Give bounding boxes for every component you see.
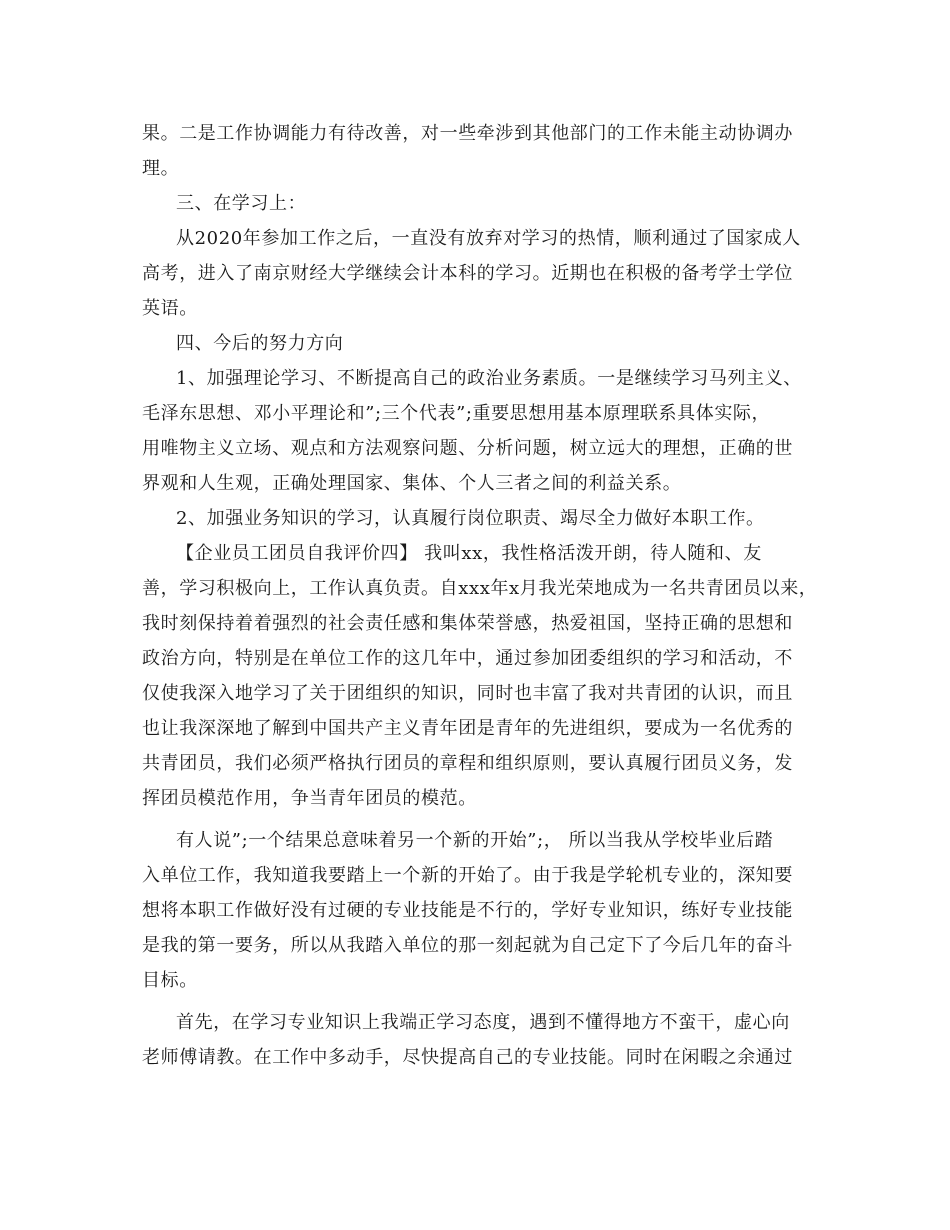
text-line: 果。二是工作协调能力有待改善，对一些牵涉到其他部门的工作未能主动协调办 [142, 123, 793, 144]
text-line: 共青团员，我们必须严格执行团员的章程和组织原则，要认真履行团员义务，发 [142, 753, 793, 774]
text-line: 我时刻保持着着强烈的社会责任感和集体荣誉感，热爱祖国，坚持正确的思想和 [142, 613, 793, 634]
text-line: 入单位工作，我知道我要踏上一个新的开始了。由于我是学轮机专业的，深知要 [142, 865, 793, 886]
text-line: 用唯物主义立场、观点和方法观察问题、分析问题，树立远大的理想，正确的世 [142, 438, 793, 459]
text-line: 善，学习积极向上，工作认真负责。自xxx年x月我光荣地成为一名共青团员以来， [142, 578, 818, 599]
text-line: 老师傅请教。在工作中多动手，尽快提高自己的专业技能。同时在闲暇之余通过 [142, 1047, 793, 1068]
text-line: 界观和人生观，正确处理国家、集体、个人三者之间的利益关系。 [142, 473, 682, 494]
text-line: 从2020年参加工作之后，一直没有放弃对学习的热情，顺利通过了国家成人 [176, 228, 801, 249]
text-line: 仅使我深入地学习了关于团组织的知识，同时也丰富了我对共青团的认识，而且 [142, 683, 793, 704]
text-line: 想将本职工作做好没有过硬的专业技能是不行的，学好专业知识，练好专业技能 [142, 900, 793, 921]
text-line: 四、今后的努力方向 [176, 333, 344, 354]
text-line: 挥团员模范作用，争当青年团员的模范。 [142, 788, 477, 809]
text-line: 首先，在学习专业知识上我端正学习态度，遇到不懂得地方不蛮干，虚心向 [176, 1012, 790, 1033]
text-line: 2、加强业务知识的学习，认真履行岗位职责、竭尽全力做好本职工作。 [176, 508, 765, 529]
text-line: 毛泽东思想、邓小平理论和”;三个代表”;重要思想用基本原理联系具体实际， [142, 403, 771, 424]
text-line: 高考，进入了南京财经大学继续会计本科的学习。近期也在积极的备考学士学位 [142, 263, 793, 284]
text-line: 有人说”;一个结果总意味着另一个新的开始”;， 所以当我从学校毕业后踏 [176, 830, 774, 851]
text-line: 也让我深深地了解到中国共产主义青年团是青年的先进组织，要成为一名优秀的 [142, 718, 793, 739]
text-line: 政治方向，特别是在单位工作的这几年中，通过参加团委组织的学习和活动，不 [142, 648, 793, 669]
text-line: 理。 [142, 158, 180, 179]
text-line: 英语。 [142, 298, 198, 319]
document-body [142, 116, 832, 1075]
text-line: 目标。 [142, 970, 198, 991]
text-line: 1、加强理论学习、不断提高自己的政治业务素质。一是继续学习马列主义、 [176, 368, 802, 389]
text-line: 三、在学习上： [176, 193, 307, 214]
text-line: 是我的第一要务，所以从我踏入单位的那一刻起就为自己定下了今后几年的奋斗 [142, 935, 793, 956]
text-line: 【企业员工团员自我评价四】 我叫xx，我性格活泼开朗，待人随和、友 [176, 543, 762, 564]
